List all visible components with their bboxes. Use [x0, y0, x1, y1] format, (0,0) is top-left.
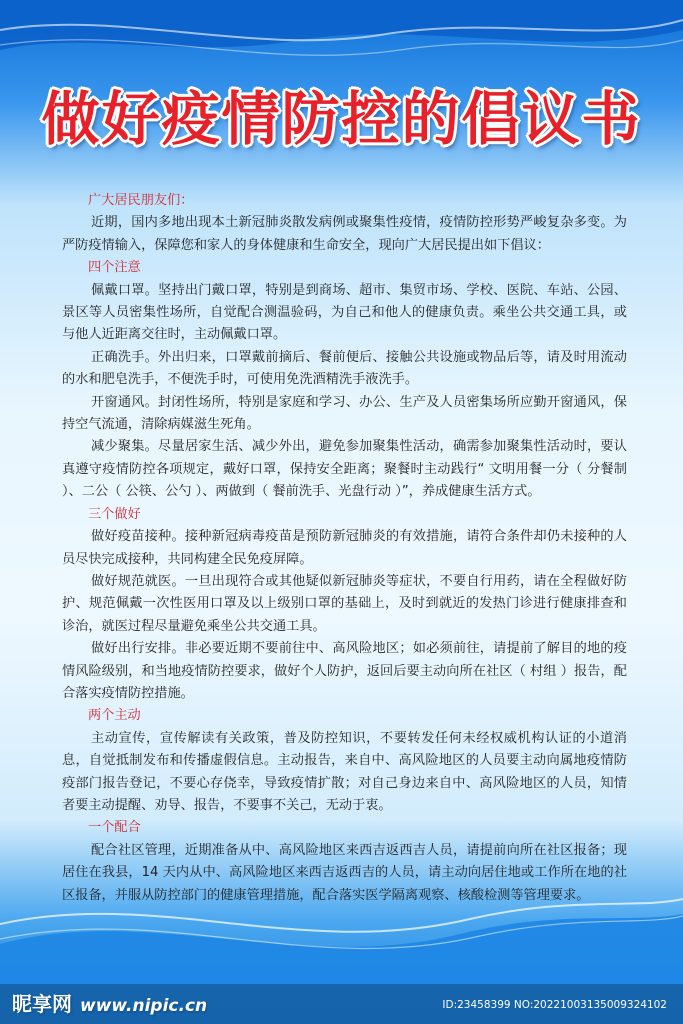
greeting: 广大居民朋友们：: [88, 193, 194, 208]
paragraph-ventilation: 开窗通风。封闭性场所，特别是家庭和学习、办公、生产及人员密集场所应勤开窗通风，保持空气流通，清除病媒滋生死角。: [62, 394, 627, 433]
paragraph-publicity-report: 主动宣传，宣传解读有关政策，普及防控知识，不要转发任何未经权威机构认证的小道消息，自觉抵制发布和传播虚假信息。主动报告，来自中、高风险地区的人员要主动向属地疫情防疫部门报告登记，不要心存侥幸，导致疫情扩散；对自己身边来自中、高风险地区的人员，知情者要主动提醒、劝导、报告，不要事不关己，无动于衷。: [62, 730, 627, 813]
paragraph-vaccination: 做好疫苗接种。接种新冠病毒疫苗是预防新冠肺炎的有效措施，请符合条件却仍未接种的人员尽快完成接种，共同构建全民免疫屏障。: [62, 529, 627, 567]
watermark-site: www.nipic.cn: [80, 996, 208, 1016]
poster-title: 做好疫情防控的倡议书: [41, 85, 642, 153]
watermark-brand-name: 昵享网: [12, 992, 72, 1016]
paragraph-community-management: 配合社区管理，近期准备从中、高风险地区来西吉返西吉人员，请提前向所在社区报备；现居住在我县，14 天内从中、高风险地区来西吉返西吉的人员，请主动向居住地或工作所在地的社区报备，并服从防控部门的健康管理措施，配合落实医学隔离观察、核酸检测等管理要求。: [62, 842, 627, 903]
paragraph-medical-visit: 做好规范就医。一旦出现符合或其他疑似新冠肺炎等症状，不要自行用药，请在全程做好防护、规范佩戴一次性医用口罩及以上级别口罩的基础上，及时到就近的发热门诊进行健康排查和诊治，就医过程尽量避免乘坐公共交通工具。: [62, 573, 627, 634]
paragraph-wear-mask: 佩戴口罩。坚持出门戴口罩，特别是到商场、超市、集贸市场、学校、医院、车站、公园、景区等人员密集性场所，自觉配合测温验码，为自己和他人的健康负责。乘坐公共交通工具，或与他人近距离交往时，主动佩戴口罩。: [62, 282, 627, 343]
paragraph-reduce-gathering: 减少聚集。尽量居家生活、减少外出，避免参加聚集性活动，确需参加聚集性活动时，要认真遵守疫情防控各项规定，戴好口罩，保持安全距离；聚餐时主动践行“ 文明用餐一分（ 分餐制 ）、二公（ 公筷、公勺 ）、两做到（ 餐前洗手、光盘行动 ）”，养成健康生活方式。: [62, 439, 627, 500]
section-title-one-cooperation: 一个配合: [88, 820, 141, 836]
letter-body: [62, 190, 627, 907]
paragraph-wash-hands: 正确洗手。外出归来，口罩戴前摘后、餐前便后、接触公共设施或物品后等，请及时用流动的水和肥皂洗手，不便洗手时，可使用免洗酒精洗手液洗手。: [62, 349, 627, 388]
top-wave-decoration: [0, 0, 683, 80]
watermark-id: ID:23458399 NO:20221003135009324102: [442, 999, 667, 1011]
paragraph-travel: 做好出行安排。非必要近期不要前往中、高风险地区；如必须前往，请提前了解目的地的疫情风险级别，和当地疫情防控要求，做好个人防护，返回后要主动向所在社区（ 村组 ）报告，配合落实疫情防控措施。: [62, 641, 627, 701]
watermark-brand: [12, 990, 207, 1018]
section-title-four-notes: 四个注意: [88, 260, 141, 276]
section-title-two-initiatives: 两个主动: [88, 708, 141, 724]
intro-paragraph: 近期，国内多地出现本土新冠肺炎散发病例或聚集性疫情，疫情防控形势严峻复杂多变。为严防疫情输入，保障您和家人的身体健康和生命安全，现向广大居民提出如下倡议：: [62, 215, 627, 253]
section-title-three-dos: 三个做好: [88, 506, 141, 522]
